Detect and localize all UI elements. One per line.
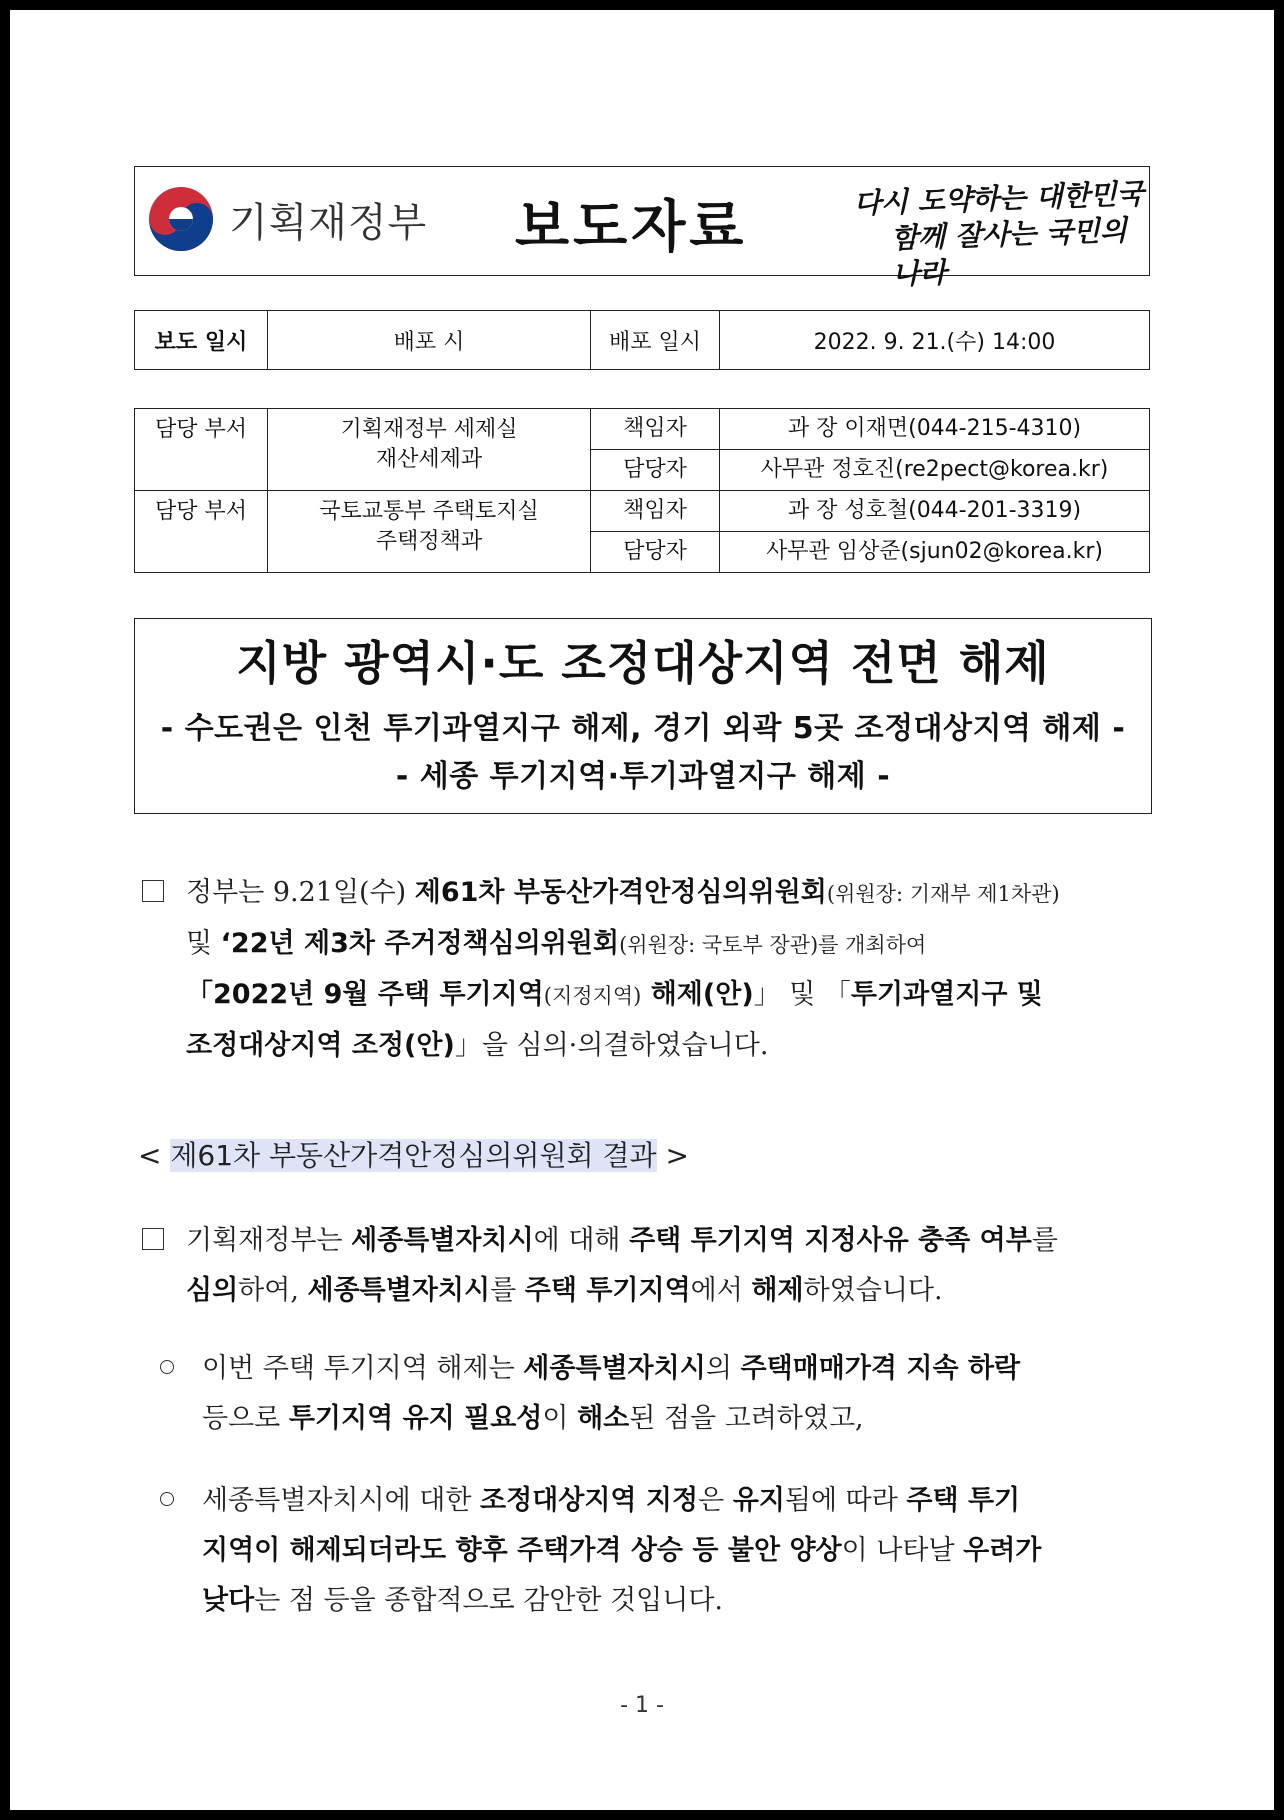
square-bullet-icon	[142, 880, 164, 902]
text-run: 는 점 등을 종합적으로 감안한 것입니다.	[254, 1585, 723, 1616]
release-label: 보도 일시	[135, 311, 268, 370]
document-page	[10, 10, 1274, 1810]
taeguk-emblem-icon	[147, 185, 215, 253]
text-run-bold: 세종특별자치시	[523, 1353, 706, 1384]
text-run: 은	[698, 1485, 733, 1516]
contact-person: 사무관 임상준(sjun02@korea.kr)	[720, 532, 1150, 573]
sub-paragraph	[160, 1476, 1162, 1626]
release-value: 배포 시	[268, 311, 591, 370]
text-run: 에 대해	[533, 1225, 630, 1256]
text-run-bold: ‘22년 제3차 주거정책심의위원회	[220, 928, 620, 959]
text-run-bold: 투기지역 유지 필요성	[288, 1403, 543, 1434]
text-run: 를	[490, 1275, 525, 1306]
text-run-bold: 주택 투기지역	[524, 1275, 691, 1306]
table-row	[135, 409, 1150, 450]
paragraph	[142, 868, 1162, 1071]
text-run: 및	[186, 928, 221, 959]
contact-person: 과 장 이재면(044-215-4310)	[720, 409, 1150, 450]
text-run-bold: 조정대상지역 지정	[480, 1485, 699, 1516]
circle-bullet-icon	[160, 1360, 174, 1374]
sub-paragraph	[160, 1344, 1162, 1444]
text-run-bold: 주택 투기지역 지정사유 충족 여부	[629, 1225, 1032, 1256]
text-run-bold: 주택매매가격 지속 하락	[740, 1353, 1021, 1384]
contact-person: 사무관 정호진(re2pect@korea.kr)	[720, 450, 1150, 491]
text-run: 」을 심의·의결하였습니다.	[454, 1030, 769, 1061]
text-run-bold: 제61차 부동산가격안정심의위원회	[414, 877, 827, 908]
text-run-bold: 해제	[751, 1275, 804, 1306]
text-run-bold: 지역이 해제되더라도 향후 주택가격 상승 등 불안 양상	[202, 1535, 842, 1566]
text-run: 된 점을 고려하였고,	[629, 1403, 864, 1434]
dept-label: 담당 부서	[135, 409, 268, 491]
release-table	[134, 310, 1150, 370]
dept-name-line: 국토교통부 주택토지실	[319, 499, 539, 524]
circle-bullet-icon	[160, 1492, 174, 1506]
headline-title: 지방 광역시·도 조정대상지역 전면 해제	[236, 636, 1050, 690]
text-run-bold: 「2022년 9월 주택 투기지역	[186, 979, 544, 1010]
text-run-bold: 세종특별자치시	[351, 1225, 534, 1256]
ministry-logo	[147, 185, 427, 253]
contact-table	[134, 408, 1150, 573]
page-number: - 1 -	[620, 1693, 664, 1718]
text-run-bold: 조정대상지역 조정(안)	[186, 1030, 455, 1061]
text-run: 」 및 「	[753, 979, 851, 1010]
text-run: (위원장: 국토부 장관)를 개최하여	[619, 933, 927, 957]
text-run-bold: 낮다	[202, 1585, 255, 1616]
paragraph-text	[186, 1216, 1162, 1316]
text-run: 정부는 9.21일(수)	[186, 877, 415, 908]
paragraph-text	[202, 1476, 1162, 1626]
text-run-bold: 해소	[577, 1403, 630, 1434]
text-run: 됨에 따라	[784, 1485, 907, 1516]
text-run: (지정지역)	[543, 984, 642, 1008]
table-row	[135, 491, 1150, 532]
text-run-bold: 유지	[732, 1485, 785, 1516]
distribution-value: 2022. 9. 21.(수) 14:00	[720, 311, 1150, 370]
text-run-bold: 심의	[186, 1275, 239, 1306]
text-run-bold: 투기과열지구 및	[850, 979, 1043, 1010]
paragraph-text	[186, 868, 1162, 1071]
text-run: 에서	[690, 1275, 752, 1306]
text-run: 기획재정부는	[186, 1225, 352, 1256]
role-label: 책임자	[591, 491, 720, 532]
headline-subtitle: - 세종 투기지역·투기과열지구 해제 -	[395, 759, 891, 794]
text-run: (위원장: 기재부 제1차관)	[826, 882, 1060, 906]
contact-person: 과 장 성호철(044-201-3319)	[720, 491, 1150, 532]
role-label: 담당자	[591, 450, 720, 491]
text-run-bold: 주택 투기	[906, 1485, 1021, 1516]
role-label: 책임자	[591, 409, 720, 450]
text-run: 이번 주택 투기지역 해제는	[202, 1353, 524, 1384]
ministry-name: 기획재정부	[229, 199, 428, 246]
dept-name	[268, 409, 591, 491]
text-run-bold: 우려가	[963, 1535, 1042, 1566]
text-run: 세종특별자치시에 대한	[202, 1485, 480, 1516]
text-run: 등으로	[202, 1403, 289, 1434]
text-run-bold: 해제(안)	[641, 979, 754, 1010]
text-run: 를	[1031, 1225, 1058, 1256]
headline-subtitle: - 수도권은 인천 투기과열지구 해제, 경기 외곽 5곳 조정대상지역 해제 -	[160, 711, 1126, 746]
text-run: 의	[705, 1353, 741, 1384]
slogan-line-2: 함께 잘사는 국민의 나라	[890, 213, 1128, 291]
dept-label: 담당 부서	[135, 491, 268, 573]
headline-box	[134, 618, 1152, 814]
press-release-title: 보도자료	[515, 195, 748, 260]
dept-name-line: 주택정책과	[375, 529, 483, 554]
slogan-line-1: 다시 도약하는 대한민국	[853, 177, 1145, 221]
section-title: < 제61차 부동산가격안정심의위원회 결과 >	[138, 1139, 689, 1172]
section-title-text: 제61차 부동산가격안정심의위원회 결과	[170, 1139, 657, 1172]
text-run: 하여,	[238, 1275, 308, 1306]
text-run: 이	[542, 1403, 578, 1434]
dept-name-line: 재산세제과	[375, 447, 483, 472]
distribution-label: 배포 일시	[591, 311, 720, 370]
text-run: 이 나타날	[841, 1535, 964, 1566]
paragraph-text	[202, 1344, 1162, 1444]
table-row	[135, 311, 1150, 370]
text-run: 하였습니다.	[803, 1275, 943, 1306]
square-bullet-icon	[142, 1228, 164, 1250]
role-label: 담당자	[591, 532, 720, 573]
paragraph	[142, 1216, 1162, 1316]
press-header	[134, 166, 1150, 291]
slogan	[853, 176, 1151, 294]
dept-name-line: 기획재정부 세제실	[340, 417, 518, 442]
dept-name	[268, 491, 591, 573]
text-run-bold: 세종특별자치시	[307, 1275, 491, 1306]
